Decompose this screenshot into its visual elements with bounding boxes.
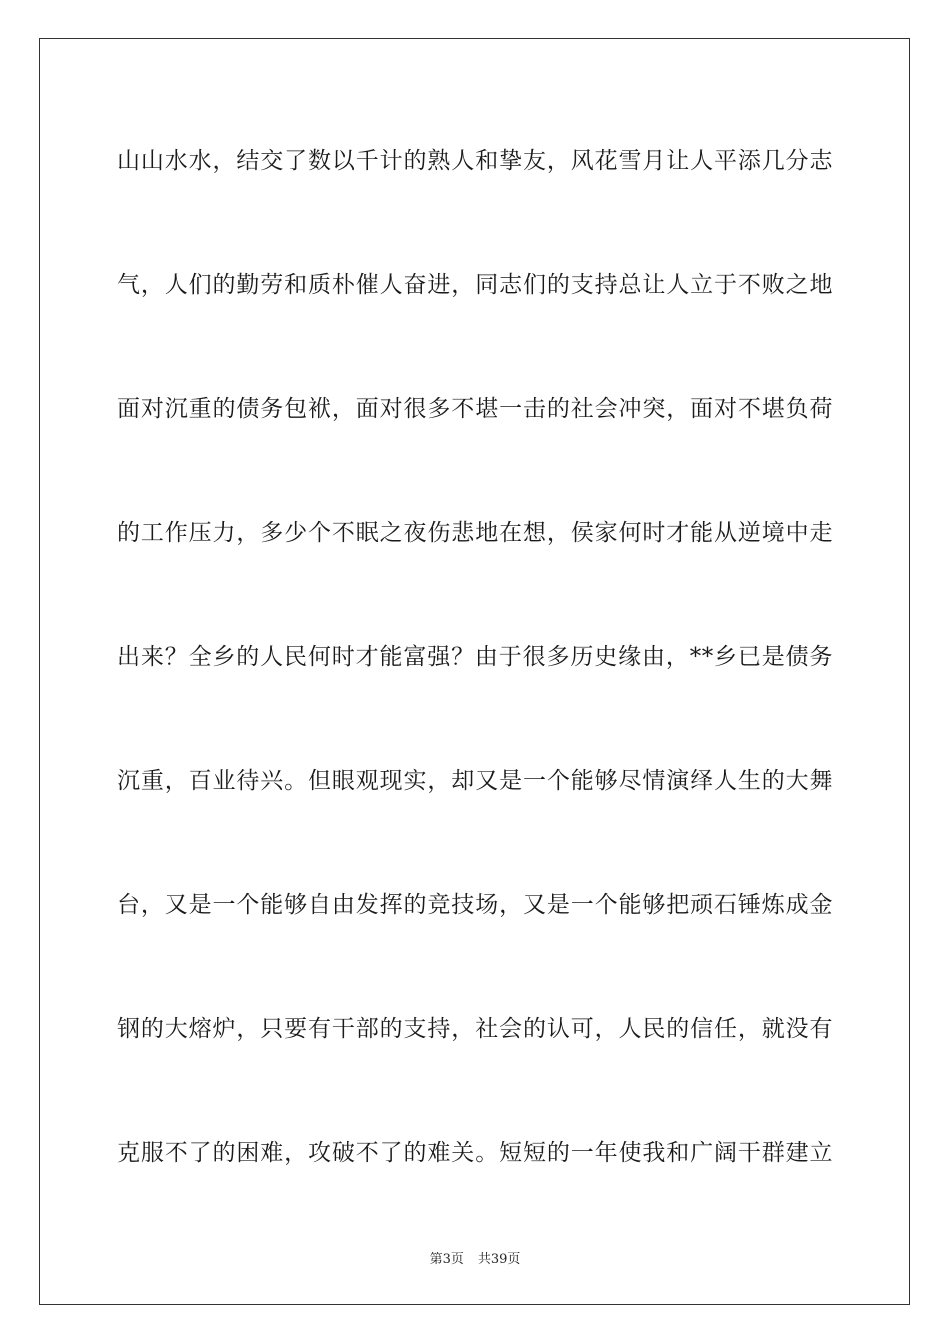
text-line: 克服不了的困难，攻破不了的难关。短短的一年使我和广阔干群建立	[117, 1140, 833, 1166]
text-line: 钢的大熔炉，只要有干部的支持，社会的认可，人民的信任，就没有	[117, 1016, 833, 1042]
total-pages: 共39页	[477, 1252, 521, 1267]
current-page-number: 第3页	[429, 1252, 464, 1267]
page-footer	[0, 1248, 950, 1267]
text-line: 出来？全乡的人民何时才能富强？由于很多历史缘由，**乡已是债务	[117, 644, 833, 670]
text-line: 山山水水，结交了数以千计的熟人和挚友，风花雪月让人平添几分志	[117, 148, 833, 174]
text-line: 气，人们的勤劳和质朴催人奋进，同志们的支持总让人立于不败之地	[117, 272, 833, 298]
document-body	[117, 150, 833, 1266]
text-line: 的工作压力，多少个不眠之夜伤悲地在想，侯家何时才能从逆境中走	[117, 520, 833, 546]
text-line: 台，又是一个能够自由发挥的竞技场，又是一个能够把顽石锤炼成金	[117, 892, 833, 918]
text-line: 沉重，百业待兴。但眼观现实，却又是一个能够尽情演绎人生的大舞	[117, 768, 833, 794]
text-line: 面对沉重的债务包袱，面对很多不堪一击的社会冲突，面对不堪负荷	[117, 396, 833, 422]
